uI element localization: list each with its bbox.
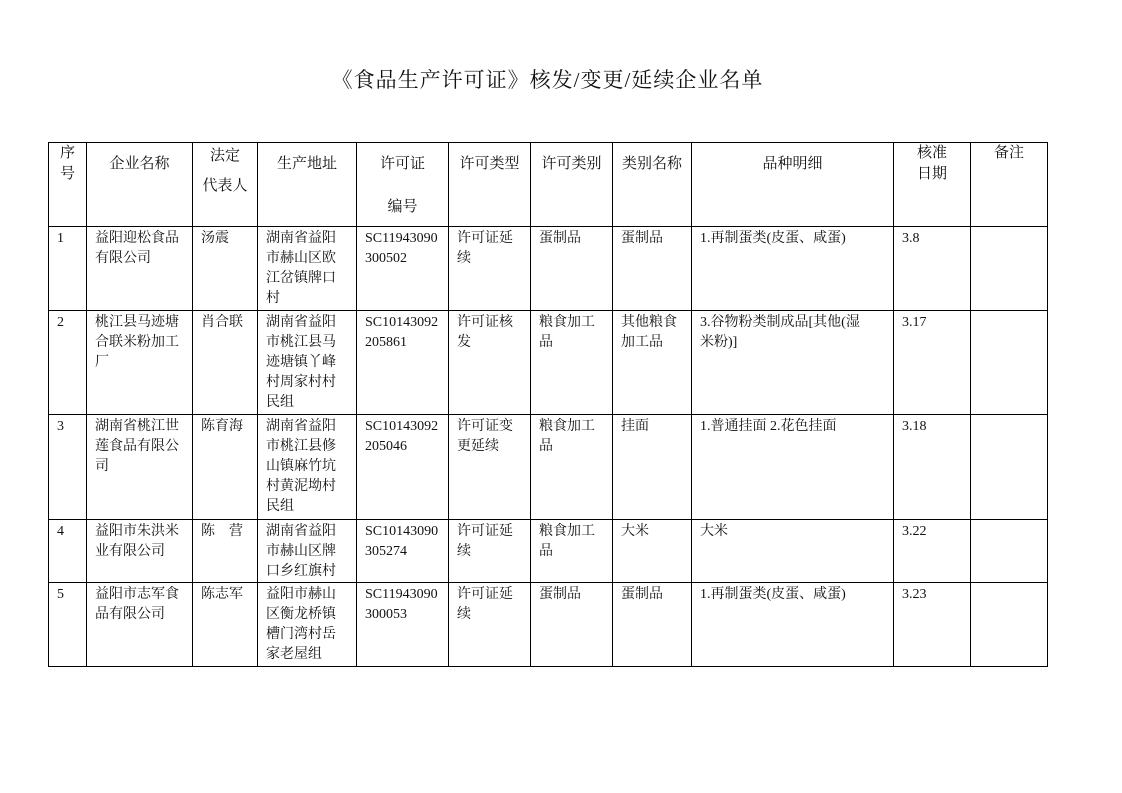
cell-text-line: 更延续: [457, 438, 499, 454]
cell-serial-number: [49, 227, 87, 311]
header-label-line: 日期: [916, 166, 947, 182]
cell-text-line: 品: [539, 334, 553, 350]
cell-variety-detail: [692, 227, 894, 311]
cell-text-line: 陈 营: [201, 523, 243, 539]
cell-text-line: 蛋制品: [539, 586, 581, 602]
cell-remark: [971, 520, 1048, 583]
cell-text-line: 江岔镇牌口: [266, 270, 336, 286]
cell-text-line: 3.23: [902, 586, 927, 602]
cell-company-name: [87, 520, 193, 583]
cell-text-line: 益阳市志军食: [95, 586, 179, 602]
cell-text-line: 村黄泥坳村: [266, 479, 336, 495]
cell-text-line: 许可证核: [457, 314, 513, 330]
cell-text-line: 加工品: [621, 334, 663, 350]
cell-text-line: 民组: [266, 395, 294, 411]
cell-production-address: [258, 415, 357, 520]
cell-license-type: [449, 227, 531, 311]
cell-text-line: 厂: [95, 354, 109, 370]
cell-text-line: 粮食加工: [539, 314, 595, 330]
cell-text-line: 2: [57, 314, 64, 330]
cell-text-line: 1: [57, 230, 64, 246]
cell-legal-representative: [193, 415, 258, 520]
cell-text-line: 湖南省益阳: [266, 314, 336, 330]
cell-remark: [971, 583, 1048, 667]
cell-text-line: 民组: [266, 499, 294, 515]
cell-text-line: 205861: [365, 334, 407, 350]
cell-text-line: SC10143092: [365, 418, 439, 434]
cell-text-line: 口乡红旗村: [266, 563, 336, 579]
cell-license-category: [531, 415, 613, 520]
cell-text-line: 3.8: [902, 230, 920, 246]
header-label-line: 法定: [209, 148, 240, 164]
cell-text-line: 槽门湾村岳: [266, 627, 336, 643]
header-remark: [971, 143, 1048, 227]
cell-text-line: 市桃江县马: [266, 334, 336, 350]
cell-text-line: 许可证延: [457, 523, 513, 539]
cell-license-number: [357, 520, 449, 583]
document-title: 《食品生产许可证》核发/变更/延续企业名单: [331, 68, 764, 92]
header-label-line: 核准: [916, 145, 947, 161]
cell-text-line: 业有限公司: [95, 543, 165, 559]
cell-text-line: 益阳市赫山: [266, 586, 336, 602]
cell-text-line: 续: [457, 606, 471, 622]
cell-remark: [971, 311, 1048, 415]
cell-production-address: [258, 583, 357, 667]
cell-approval-date: [894, 227, 971, 311]
cell-variety-detail: [692, 415, 894, 520]
cell-license-type: [449, 311, 531, 415]
cell-production-address: [258, 311, 357, 415]
cell-legal-representative: [193, 227, 258, 311]
enterprise-list-table: [48, 142, 1048, 667]
cell-text-line: 其他粮食: [621, 314, 677, 330]
cell-text-line: 4: [57, 523, 64, 539]
cell-text-line: SC10143092: [365, 314, 439, 330]
table-row: [49, 583, 1048, 667]
cell-text-line: 305274: [365, 543, 407, 559]
cell-approval-date: [894, 415, 971, 520]
cell-approval-date: [894, 583, 971, 667]
header-label-line: 许可类型: [459, 156, 520, 172]
cell-license-number: [357, 415, 449, 520]
cell-company-name: [87, 227, 193, 311]
cell-license-category: [531, 311, 613, 415]
header-label-line: 许可证: [379, 156, 425, 172]
cell-license-type: [449, 415, 531, 520]
cell-text-line: 300502: [365, 250, 407, 266]
cell-text-line: 3.17: [902, 314, 927, 330]
header-license-number: [357, 143, 449, 227]
cell-text-line: 益阳市朱洪米: [95, 523, 179, 539]
cell-text-line: 陈志军: [201, 586, 243, 602]
header-label-line: 许可类别: [541, 156, 602, 172]
cell-text-line: 莲食品有限公: [95, 438, 179, 454]
cell-variety-detail: [692, 583, 894, 667]
cell-text-line: 村: [266, 291, 280, 307]
cell-text-line: 有限公司: [95, 250, 151, 266]
cell-text-line: 市赫山区牌: [266, 543, 336, 559]
cell-serial-number: [49, 520, 87, 583]
cell-text-line: 1.再制蛋类(皮蛋、咸蛋): [700, 586, 846, 602]
table-body: [49, 227, 1048, 667]
cell-approval-date: [894, 311, 971, 415]
header-label-line: 序: [59, 145, 75, 161]
cell-text-line: 粮食加工: [539, 418, 595, 434]
header-label-line: 代表人: [202, 178, 248, 194]
cell-text-line: 3: [57, 418, 64, 434]
header-label-line: 企业名称: [109, 156, 170, 172]
cell-text-line: 村周家村村: [266, 375, 336, 391]
cell-text-line: 粮食加工: [539, 523, 595, 539]
cell-text-line: 品: [539, 543, 553, 559]
cell-text-line: 桃江县马迹塘: [95, 314, 179, 330]
cell-text-line: 湖南省益阳: [266, 418, 336, 434]
table-row: [49, 520, 1048, 583]
cell-text-line: 品: [539, 438, 553, 454]
cell-text-line: 山镇麻竹坑: [266, 458, 336, 474]
header-legal-representative: [193, 143, 258, 227]
header-label-line: 编号: [387, 199, 418, 215]
cell-text-line: 米粉)]: [700, 334, 738, 350]
header-license-category: [531, 143, 613, 227]
cell-license-type: [449, 583, 531, 667]
header-company-name: [87, 143, 193, 227]
cell-license-number: [357, 583, 449, 667]
cell-text-line: 市赫山区欧: [266, 250, 336, 266]
table-row: [49, 415, 1048, 520]
cell-text-line: 湖南省桃江世: [95, 418, 179, 434]
cell-license-category: [531, 227, 613, 311]
cell-text-line: 许可证延: [457, 230, 513, 246]
cell-text-line: 肖合联: [201, 314, 243, 330]
cell-text-line: 许可证变: [457, 418, 513, 434]
cell-remark: [971, 415, 1048, 520]
cell-license-category: [531, 583, 613, 667]
header-production-address: [258, 143, 357, 227]
cell-text-line: 司: [95, 458, 109, 474]
cell-text-line: SC11943090: [365, 230, 438, 246]
cell-text-line: 3.谷物粉类制成品[其他(湿: [700, 314, 860, 330]
cell-production-address: [258, 520, 357, 583]
cell-text-line: 大米: [621, 523, 649, 539]
cell-license-number: [357, 227, 449, 311]
cell-approval-date: [894, 520, 971, 583]
cell-text-line: 蛋制品: [621, 230, 663, 246]
cell-text-line: 湖南省益阳: [266, 230, 336, 246]
cell-category-name: [613, 311, 692, 415]
cell-license-category: [531, 520, 613, 583]
cell-text-line: 益阳迎松食品: [95, 230, 179, 246]
header-label-line: 类别名称: [621, 156, 682, 172]
header-serial-number: [49, 143, 87, 227]
cell-text-line: 市桃江县修: [266, 438, 336, 454]
cell-remark: [971, 227, 1048, 311]
header-label-line: 号: [59, 166, 75, 182]
cell-legal-representative: [193, 583, 258, 667]
cell-variety-detail: [692, 520, 894, 583]
cell-text-line: 续: [457, 543, 471, 559]
cell-text-line: 续: [457, 250, 471, 266]
cell-license-number: [357, 311, 449, 415]
cell-text-line: 1.再制蛋类(皮蛋、咸蛋): [700, 230, 846, 246]
table-row: [49, 227, 1048, 311]
cell-license-type: [449, 520, 531, 583]
cell-serial-number: [49, 415, 87, 520]
cell-text-line: 205046: [365, 438, 407, 454]
cell-serial-number: [49, 311, 87, 415]
cell-text-line: 区衡龙桥镇: [266, 606, 336, 622]
cell-company-name: [87, 583, 193, 667]
cell-production-address: [258, 227, 357, 311]
cell-company-name: [87, 415, 193, 520]
cell-text-line: 家老屋组: [266, 647, 322, 663]
cell-text-line: 陈育海: [201, 418, 243, 434]
cell-text-line: 3.22: [902, 523, 927, 539]
cell-text-line: 3.18: [902, 418, 927, 434]
cell-text-line: 许可证延: [457, 586, 513, 602]
table-row: [49, 311, 1048, 415]
header-category-name: [613, 143, 692, 227]
cell-category-name: [613, 520, 692, 583]
cell-text-line: 蛋制品: [539, 230, 581, 246]
header-label-line: 生产地址: [276, 156, 337, 172]
cell-text-line: 300053: [365, 606, 407, 622]
cell-text-line: SC11943090: [365, 586, 438, 602]
header-approval-date: [894, 143, 971, 227]
cell-text-line: 迹塘镇丫峰: [266, 354, 336, 370]
cell-text-line: 蛋制品: [621, 586, 663, 602]
header-label-line: 品种明细: [762, 156, 823, 172]
header-variety-detail: [692, 143, 894, 227]
cell-serial-number: [49, 583, 87, 667]
cell-text-line: 汤震: [201, 230, 229, 246]
cell-legal-representative: [193, 311, 258, 415]
cell-text-line: 品有限公司: [95, 606, 165, 622]
cell-text-line: 挂面: [621, 418, 649, 434]
cell-text-line: 1.普通挂面 2.花色挂面: [700, 418, 837, 434]
cell-text-line: 5: [57, 586, 64, 602]
cell-category-name: [613, 415, 692, 520]
table-header-row: [49, 143, 1048, 227]
cell-legal-representative: [193, 520, 258, 583]
header-license-type: [449, 143, 531, 227]
header-label-line: 备注: [993, 145, 1024, 161]
cell-text-line: 合联米粉加工: [95, 334, 179, 350]
cell-text-line: 湖南省益阳: [266, 523, 336, 539]
cell-text-line: 大米: [700, 523, 728, 539]
cell-category-name: [613, 583, 692, 667]
cell-company-name: [87, 311, 193, 415]
cell-text-line: SC10143090: [365, 523, 439, 539]
cell-text-line: 发: [457, 334, 471, 350]
cell-category-name: [613, 227, 692, 311]
cell-variety-detail: [692, 311, 894, 415]
